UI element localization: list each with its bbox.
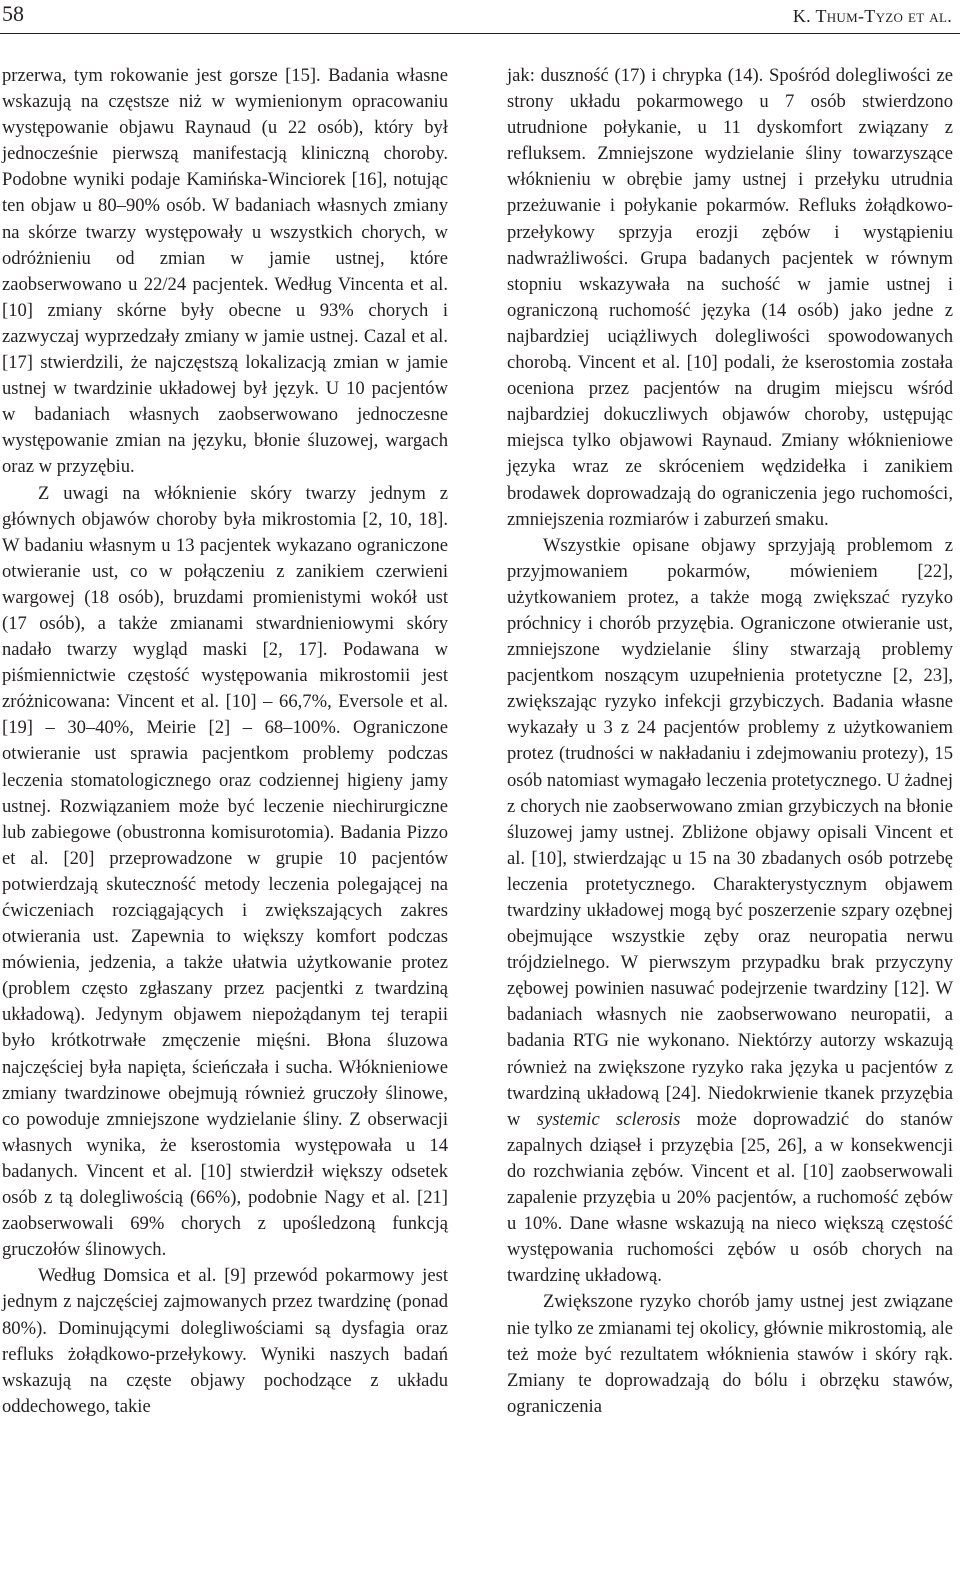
right-column (507, 63, 953, 1420)
paragraph: przerwa, tym rokowanie jest gorsze [15]. Badania własne wskazują na częstsze niż w wymienionym opracowaniu występowanie objawu Raynaud (u 22 osób), który był jednocześnie pierwszą manifestacją kliniczną choroby. Podobne wyniki podaje Kamińska-Winciorek [16], notując ten objaw u 80–90% osób. W badaniach własnych zmiany na skórze twarzy występowały u wszystkich chorych, w odróżnieniu od zmian w jamie ustnej, które zaobserwowano u 22/24 pacjentek. Według Vincenta et al. [10] zmiany skórne były obecne u 93% chorych i zazwyczaj wyprzedzały zmiany w jamie ustnej. Cazal et al. [17] stwierdzili, że najczęstszą lokalizacją zmian w jamie ustnej w twardzinie układowej był język. U 10 pacjentów w badaniach własnych zaobserwowano jednoczesne występowanie zmian na języku, błonie śluzowej, wargach oraz w przyzębiu. (2, 65, 448, 478)
italic-term: systemic sclerosis (536, 1108, 681, 1130)
running-header-authors: K. Thum-Tyzo et al. (792, 6, 952, 26)
paragraph-text: może doprowadzić do stanów zapalnych dziąseł i przyzębia [25, 26], a w konsekwencji do rozchwiania zębów. Vincent et al. [10] zaobserwowali zapalenie przyzębia u 20% pacjentów, a ruchomość zębów u 10%. Dane własne wskazują na nieco większą częstość występowania ruchomości zębów u osób chorych na twardzinę układową. (507, 1108, 953, 1287)
running-header (0, 0, 960, 42)
page-number: 58 (2, 1, 24, 26)
header-rule (0, 33, 960, 34)
paragraph: jak: duszność (17) i chrypka (14). Spośród dolegliwości ze strony układu pokarmowego u 7 osób stwierdzono utrudnione połykanie, u 11 dyskomfort związany z refluksem. Zmniejszone wydzielanie śliny towarzyszące włóknieniu w obrębie jamy ustnej i przełyku utrudnia przeżuwanie i połykanie pokarmów. Refluks żołądkowo-przełykowy sprzyja erozji zębów i wystąpieniu nadwrażliwości. Grupa badanych pacjentek w równym stopniu wskazywała na suchość w jamie ustnej i ograniczoną ruchomość języka (14 osób) jako jedne z najbardziej uciążliwych dolegliwości spowodowanych chorobą. Vincent et al. [10] podali, że kserostomia została oceniona przez pacjentów na drugim miejscu wśród najbardziej dokuczliwych objawów choroby, ustępując miejsca tylko objawowi Raynaud. Zmiany włóknieniowe języka wraz ze skróceniem wędzidełka i zanikiem brodawek doprowadzają do ograniczenia jego ruchomości, zmniejszenia rozmiarów i zaburzeń smaku. (507, 65, 953, 530)
paragraph: Z uwagi na włóknienie skóry twarzy jednym z głównych objawów choroby była mikrostomia [2, 10, 18]. W badaniu własnym u 13 pacjentek wykazano ograniczone otwieranie ust, co w połączeniu z zanikiem czerwieni wargowej (18 osób), bruzdami promienistymi wokół ust (17 osób), a także zmianami stwardnieniowymi skóry nadało twarzy wygląd maski [2, 17]. Podawana w piśmiennictwie częstość występowania mikrostomii jest zróżnicowana: Vincent et al. [10] – 66,7%, Eversole et al. [19] – 30–40%, Meirie [2] – 68–100%. Ograniczone otwieranie ust sprawia pacjentkom problemy podczas leczenia stomatologicznego oraz codziennej higieny jamy ustnej. Rozwiązaniem może być leczenie niechirurgiczne lub zabiegowe (obustronna komisurotomia). Badania Pizzo et al. [20] przeprowadzone w grupie 10 pacjentów potwierdzają skuteczność metody leczenia polegającej na ćwiczeniach rozciągających i zwiększających zakres otwierania ust. Zapewnia to większy komfort podczas mówienia, jedzenia, a także ułatwia użytkowanie protez (problem często zgłaszany przez pacjentki z twardziną układową). Jedynym objawem niepożądanym tej terapii było krótkotrwałe zmęczenie mięśni. Błona śluzowa najczęściej była napięta, ścieńczała i sucha. Włóknieniowe zmiany twardzinowe obejmują również gruczoły ślinowe, co powoduje zmniejszone wydzielanie śliny. Z obserwacji własnych wynika, że kserostomia występowała u 14 badanych. Vincent et al. [10] stwierdził większy odsetek osób z tą dolegliwością (66%), podobnie Nagy et al. [21] zaobserwowali 69% chorych z upośledzoną funkcją gruczołów ślinowych. (2, 482, 448, 1261)
left-column (2, 63, 448, 1420)
paragraph: Zwiększone ryzyko chorób jamy ustnej jest związane nie tylko ze zmianami tej okolicy, głównie mikrostomią, ale też może być rezultatem włóknienia stawów i skóry rąk. Zmiany te doprowadzają do bólu i obrzęku stawów, ograniczenia (507, 1291, 953, 1417)
paragraph-text: Wszystkie opisane objawy sprzyjają problemom z przyjmowaniem pokarmów, mówieniem [22], użytkowaniem protez, a także mogą zwiększać ryzyko próchnicy i chorób przyzębia. Ograniczone otwieranie ust, zmniejszone wydzielanie śliny stwarzają problemy pacjentkom noszącym uzupełnienia protetyczne [2, 23], zwiększając ryzyko infekcji grzybiczych. Badania własne wykazały u 3 z 24 pacjentów problemy z użytkowaniem protez (trudności w nakładaniu i zdejmowaniu protezy), 15 osób natomiast wymagało leczenia protetycznego. U żadnej z chorych nie zaobserwowano zmian grzybiczych na błonie śluzowej jamy ustnej. Zbliżone objawy opisali Vincent et al. [10], stwierdzając u 15 na 30 zbadanych osób potrzebę leczenia protetycznego. Charakterystycznym objawem twardziny układowej mogą być poszerzenie szpary ozębnej obejmujące wszystkie zęby oraz neuropatia nerwu trójdzielnego. W pierwszym przypadku brak przyczyny zębowej powinien nasuwać podejrzenie twardziny [12]. W badaniach własnych nie zaobserwowano neuropatii, a badania RTG nie wykonano. Niektórzy autorzy wskazują również na zwiększone ryzyko raka języka u pacjentów z twardziną układową [24]. Niedokrwienie tkanek przyzębia w (507, 534, 953, 1130)
paragraph: Według Domsica et al. [9] przewód pokarmowy jest jednym z najczęściej zajmowanych przez twardzinę (ponad 80%). Dominującymi dolegliwościami są dysfagia oraz refluks żołądkowo-przełykowy. Wyniki naszych badań wskazują na częste objawy pochodzące z układu oddechowego, takie (2, 1265, 448, 1417)
paragraph (507, 533, 953, 1290)
